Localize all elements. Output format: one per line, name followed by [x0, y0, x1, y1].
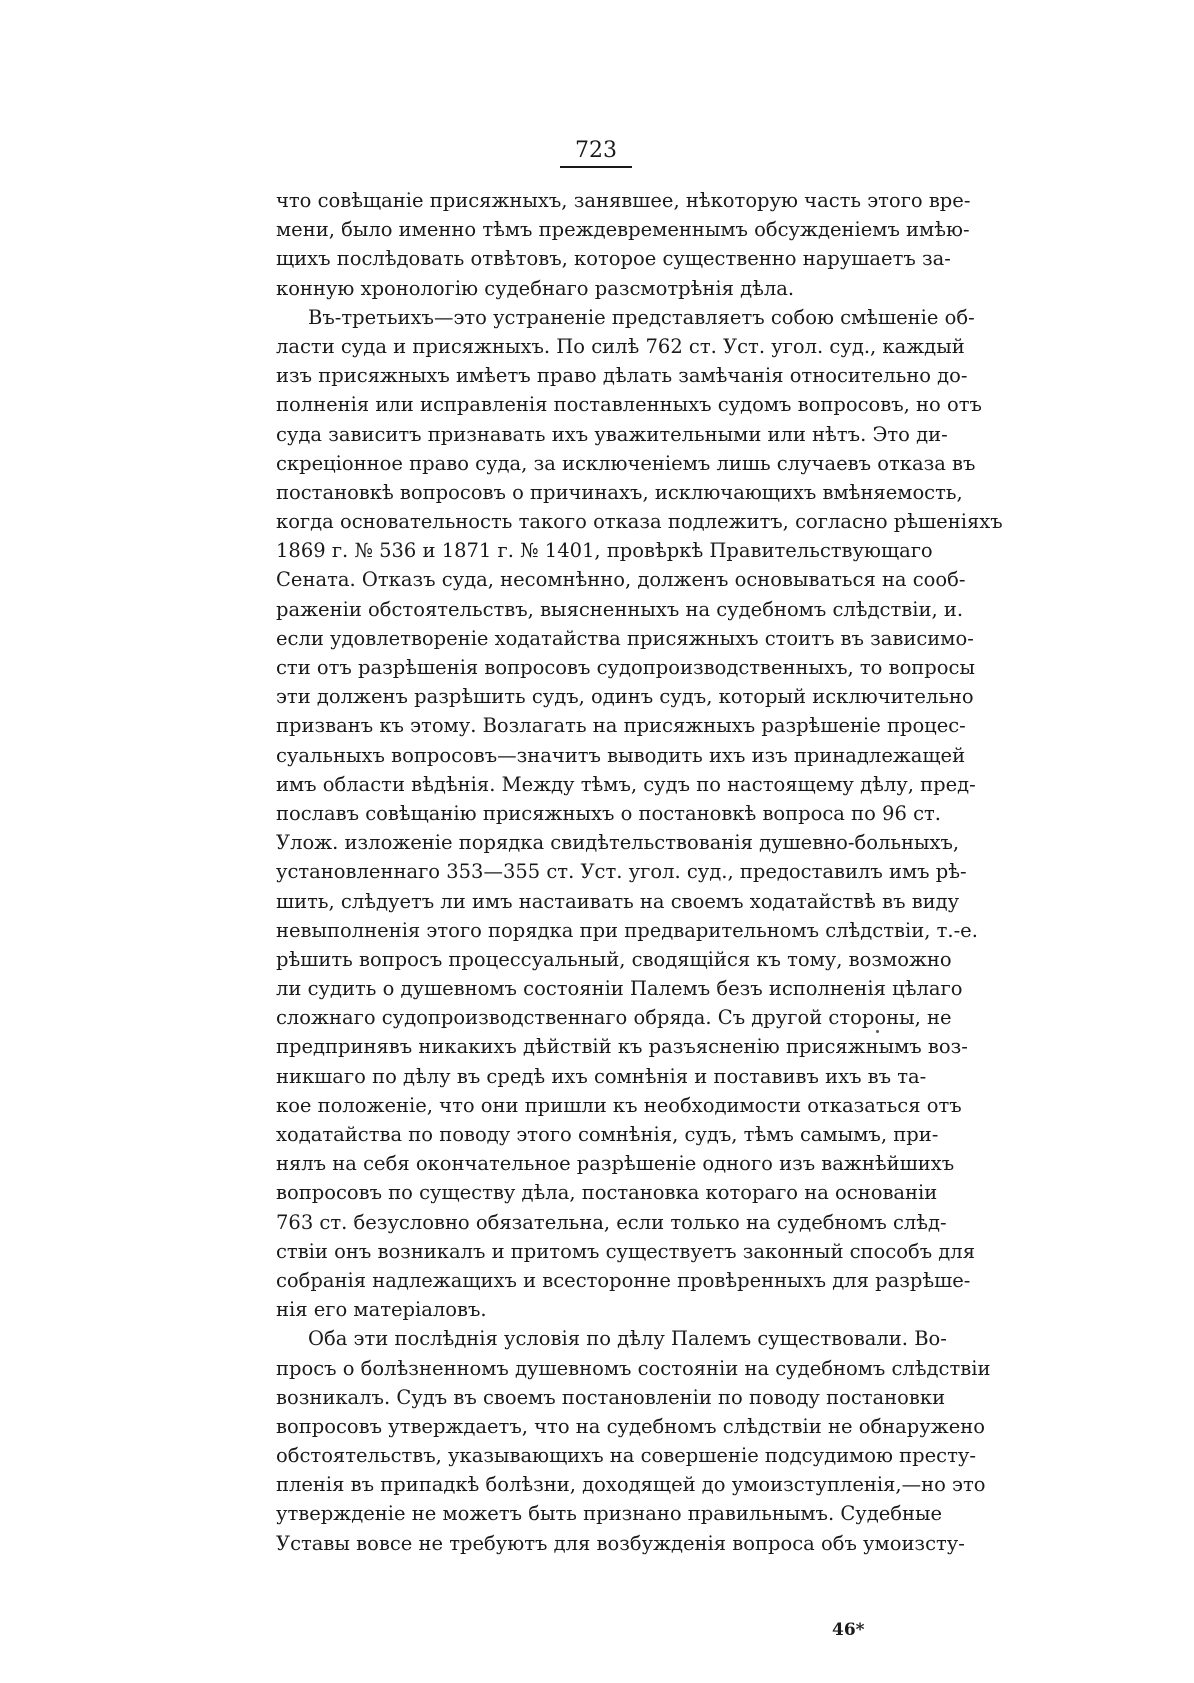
- text-line: скреціонное право суда, за исключеніемъ лишь случаевъ отказа въ: [276, 451, 976, 475]
- text-line: нялъ на себя окончательное разрѣшеніе одного изъ важнѣйшихъ: [276, 1152, 955, 1176]
- text-line: рѣшить вопросъ процессуальный, сводящійся къ тому, возможно: [276, 947, 952, 971]
- text-line: пославъ совѣщанію присяжныхъ о постановкѣ вопроса по 96 ст.: [276, 801, 941, 825]
- text-line: Оба эти послѣднія условія по дѣлу Палемъ существовали. Во-: [308, 1327, 947, 1351]
- text-line: суальныхъ вопросовъ—значитъ выводить ихъ изъ принадлежащей: [276, 743, 966, 767]
- text-line: невыполненія этого порядка при предварительномъ слѣдствіи, т.-е.: [276, 918, 978, 942]
- page-number-rule: [560, 166, 632, 168]
- text-line: раженіи обстоятельствъ, выясненныхъ на судебномъ слѣдствіи, и.: [276, 597, 964, 621]
- text-line: 1869 г. № 536 и 1871 г. № 1401, провѣркѣ Правительствующаго: [276, 539, 933, 563]
- page-number: 723: [575, 138, 617, 163]
- text-line: пленія въ припадкѣ болѣзни, доходящей до умоизступленія,—но это: [276, 1473, 986, 1497]
- text-line: предпринявъ никакихъ дѣйствій къ разъясненію присяжнымъ воз-: [276, 1035, 968, 1059]
- text-line: если удовлетвореніе ходатайства присяжныхъ стоитъ въ зависимо-: [276, 626, 974, 650]
- body-text: [276, 186, 1003, 1558]
- text-line: шить, слѣдуетъ ли имъ настаивать на своемъ ходатайствѣ въ виду: [276, 889, 960, 913]
- text-line: мени, было именно тѣмъ преждевременнымъ обсужденіемъ имѣю-: [276, 218, 970, 242]
- text-line: 763 ст. безусловно обязательна, если только на судебномъ слѣд-: [276, 1210, 947, 1234]
- text-line: что совѣщаніе присяжныхъ, занявшее, нѣкоторую часть этого вре-: [276, 189, 971, 212]
- text-line: Уставы вовсе не требуютъ для возбужденія вопроса объ умоизсту-: [276, 1531, 965, 1555]
- scan-speck: [876, 1030, 879, 1033]
- text-line: суда зависитъ признавать ихъ уважительными или нѣтъ. Это ди-: [276, 422, 948, 446]
- text-line: Улож. изложеніе порядка свидѣтельствованія душевно-больныхъ,: [276, 831, 960, 855]
- text-line: имъ области вѣдѣнія. Между тѣмъ, судъ по настоящему дѣлу, пред-: [276, 772, 976, 796]
- text-line: сложнаго судопроизводственнаго обряда. Съ другой стороны, не: [276, 1006, 952, 1030]
- text-line: собранія надлежащихъ и всесторонне провѣренныхъ для разрѣше-: [276, 1268, 971, 1292]
- text-line: возникалъ. Судъ въ своемъ постановленіи по поводу постановки: [276, 1385, 946, 1409]
- text-line: ствіи онъ возникалъ и притомъ существуетъ законный способъ для: [276, 1239, 976, 1263]
- text-line: нія его матеріаловъ.: [276, 1298, 487, 1322]
- text-line: полненія или исправленія поставленныхъ судомъ вопросовъ, но отъ: [276, 393, 982, 417]
- text-line: ли судить о душевномъ состояніи Палемъ безъ исполненія цѣлаго: [276, 977, 963, 1001]
- text-line: призванъ къ этому. Возлагать на присяжныхъ разрѣшеніе процес-: [276, 714, 966, 738]
- text-line: кое положеніе, что они пришли къ необходимости отказаться отъ: [276, 1093, 962, 1117]
- text-line: сти отъ разрѣшенія вопросовъ судопроизводственныхъ, то вопросы: [276, 656, 975, 679]
- text-line: эти долженъ разрѣшить судъ, одинъ судъ, который исключительно: [276, 685, 974, 709]
- signature-mark: 46*: [832, 1620, 865, 1640]
- text-line: установленнаго 353—355 ст. Уст. угол. суд., предоставилъ имъ рѣ-: [276, 860, 967, 884]
- text-line: обстоятельствъ, указывающихъ на совершеніе подсудимою престу-: [276, 1444, 976, 1468]
- text-line: Въ-третьихъ—это устраненіе представляетъ собою смѣшеніе об-: [308, 305, 975, 329]
- text-line: ласти суда и присяжныхъ. По силѣ 762 ст. Уст. угол. суд., каждый: [276, 334, 965, 358]
- text-line: просъ о болѣзненномъ душевномъ состояніи на судебномъ слѣдствіи: [276, 1356, 991, 1380]
- text-line: Сената. Отказъ суда, несомнѣнно, долженъ основываться на сооб-: [276, 568, 966, 592]
- text-line: вопросовъ по существу дѣла, постановка котораго на основаніи: [276, 1181, 938, 1205]
- text-line: конную хронологію судебнаго разсмотрѣнія дѣла.: [276, 276, 795, 300]
- text-line: постановкѣ вопросовъ о причинахъ, исключающихъ вмѣняемость,: [276, 480, 963, 504]
- text-line: когда основательность такого отказа подлежитъ, согласно рѣшеніяхъ: [276, 510, 1003, 534]
- text-line: никшаго по дѣлу въ средѣ ихъ сомнѣнія и поставивъ ихъ въ та-: [276, 1064, 927, 1088]
- text-line: вопросовъ утверждаетъ, что на судебномъ слѣдствіи не обнаружено: [276, 1414, 985, 1438]
- text-line: щихъ послѣдовать отвѣтовъ, которое существенно нарушаетъ за-: [276, 247, 951, 271]
- text-line: изъ присяжныхъ имѣетъ право дѣлать замѣчанія относительно до-: [276, 364, 968, 388]
- text-line: ходатайства по поводу этого сомнѣнія, судъ, тѣмъ самымъ, при-: [276, 1123, 939, 1146]
- text-line: утвержденіе не можетъ быть признано правильнымъ. Судебные: [276, 1502, 943, 1526]
